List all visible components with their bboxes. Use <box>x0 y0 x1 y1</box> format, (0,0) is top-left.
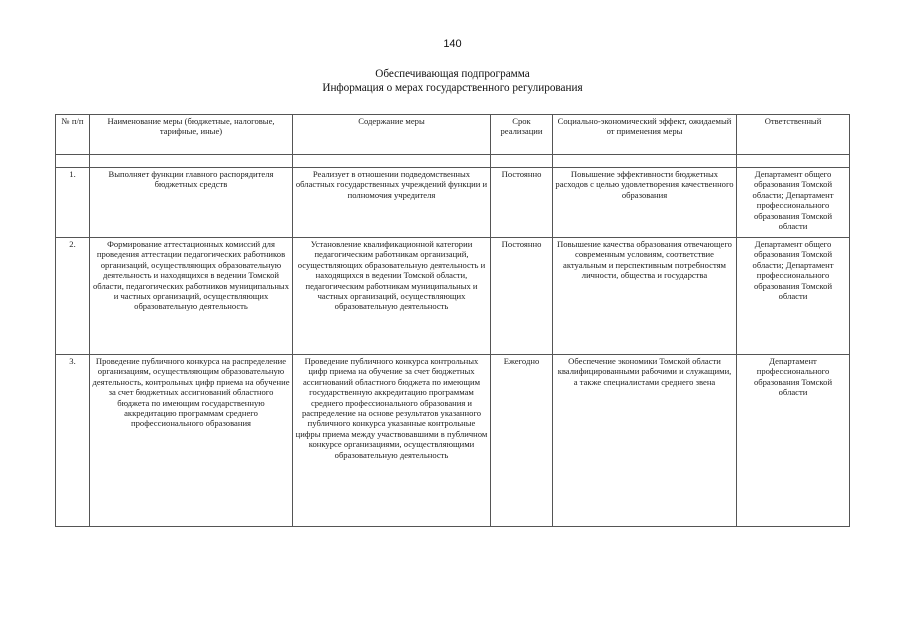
header-responsible: Ответственный <box>737 115 850 155</box>
header-content: Содержание меры <box>293 115 491 155</box>
row-content: Реализует в отношении подведомственных областных государственных учреждений функции и полномочия учредителя <box>293 168 491 238</box>
row-effect: Повышение качества образования отвечающего современным условиям, соответствие актуальным и перспективным потребностям личности, общества и государства <box>553 238 737 355</box>
spacer-cell <box>737 155 850 168</box>
row-content: Установление квалификационной категории педагогическим работникам организаций, осуществляющих образовательную деятельность и находящихся в ведении Томской области, педагогическим работникам муниципальных и частных организаций, осуществляющих образовательную деятельность <box>293 238 491 355</box>
spacer-cell <box>56 155 90 168</box>
table-row <box>56 168 850 238</box>
row-name: Выполняет функции главного распорядителя бюджетных средств <box>90 168 293 238</box>
header-effect: Социально-экономический эффект, ожидаемый от применения меры <box>553 115 737 155</box>
measures-table <box>55 114 850 527</box>
page-number: 140 <box>443 38 462 50</box>
row-num: 3. <box>56 355 90 527</box>
row-responsible: Департамент профессионального образования Томской области <box>737 355 850 527</box>
table-header-row <box>56 115 850 155</box>
table-row <box>56 238 850 355</box>
header-num: № п/п <box>56 115 90 155</box>
row-term: Постоянно <box>491 168 553 238</box>
header-name: Наименование меры (бюджетные, налоговые, тарифные, иные) <box>90 115 293 155</box>
row-name: Формирование аттестационных комиссий для проведения аттестации педагогических работников организаций, осуществляющих образовательную деятельность и находящихся в ведении Томской области, педагогических работников муниципальных и частных организаций, осуществляющих образовательную деятельность <box>90 238 293 355</box>
subprogram-title: Обеспечивающая подпрограмма <box>375 68 530 80</box>
spacer-cell <box>90 155 293 168</box>
row-name: Проведение публичного конкурса на распределение организациям, осуществляющим образовательную деятельность, контрольных цифр приема на обучение за счет бюджетных ассигнований областного бюджета по имеющим государственную аккредитацию программам среднего профессионального образования <box>90 355 293 527</box>
row-term: Ежегодно <box>491 355 553 527</box>
row-num: 1. <box>56 168 90 238</box>
table-row <box>56 355 850 527</box>
row-effect: Обеспечение экономики Томской области квалифицированными рабочими и служащими, а также специалистами среднего звена <box>553 355 737 527</box>
row-term: Постоянно <box>491 238 553 355</box>
row-responsible: Департамент общего образования Томской области; Департамент профессионального образования Томской области <box>737 238 850 355</box>
section-title: Информация о мерах государственного регулирования <box>322 82 583 94</box>
row-content: Проведение публичного конкурса контрольных цифр приема на обучение за счет бюджетных ассигнований областного бюджета по имеющим государственную аккредитацию программам среднего профессионального образования и распределение на основе результатов указанного публичного конкурса указанные контрольные цифры приема между участвовавшими в публичном конкурсе организациями, осуществляющими образовательную деятельность <box>293 355 491 527</box>
row-num: 2. <box>56 238 90 355</box>
document-title <box>0 67 905 95</box>
row-responsible: Департамент общего образования Томской области; Департамент профессионального образования Томской области <box>737 168 850 238</box>
row-effect: Повышение эффективности бюджетных расходов с целью удовлетворения качественного образования <box>553 168 737 238</box>
header-term: Срок реализации <box>491 115 553 155</box>
header-spacer-row <box>56 155 850 168</box>
spacer-cell <box>491 155 553 168</box>
spacer-cell <box>293 155 491 168</box>
spacer-cell <box>553 155 737 168</box>
